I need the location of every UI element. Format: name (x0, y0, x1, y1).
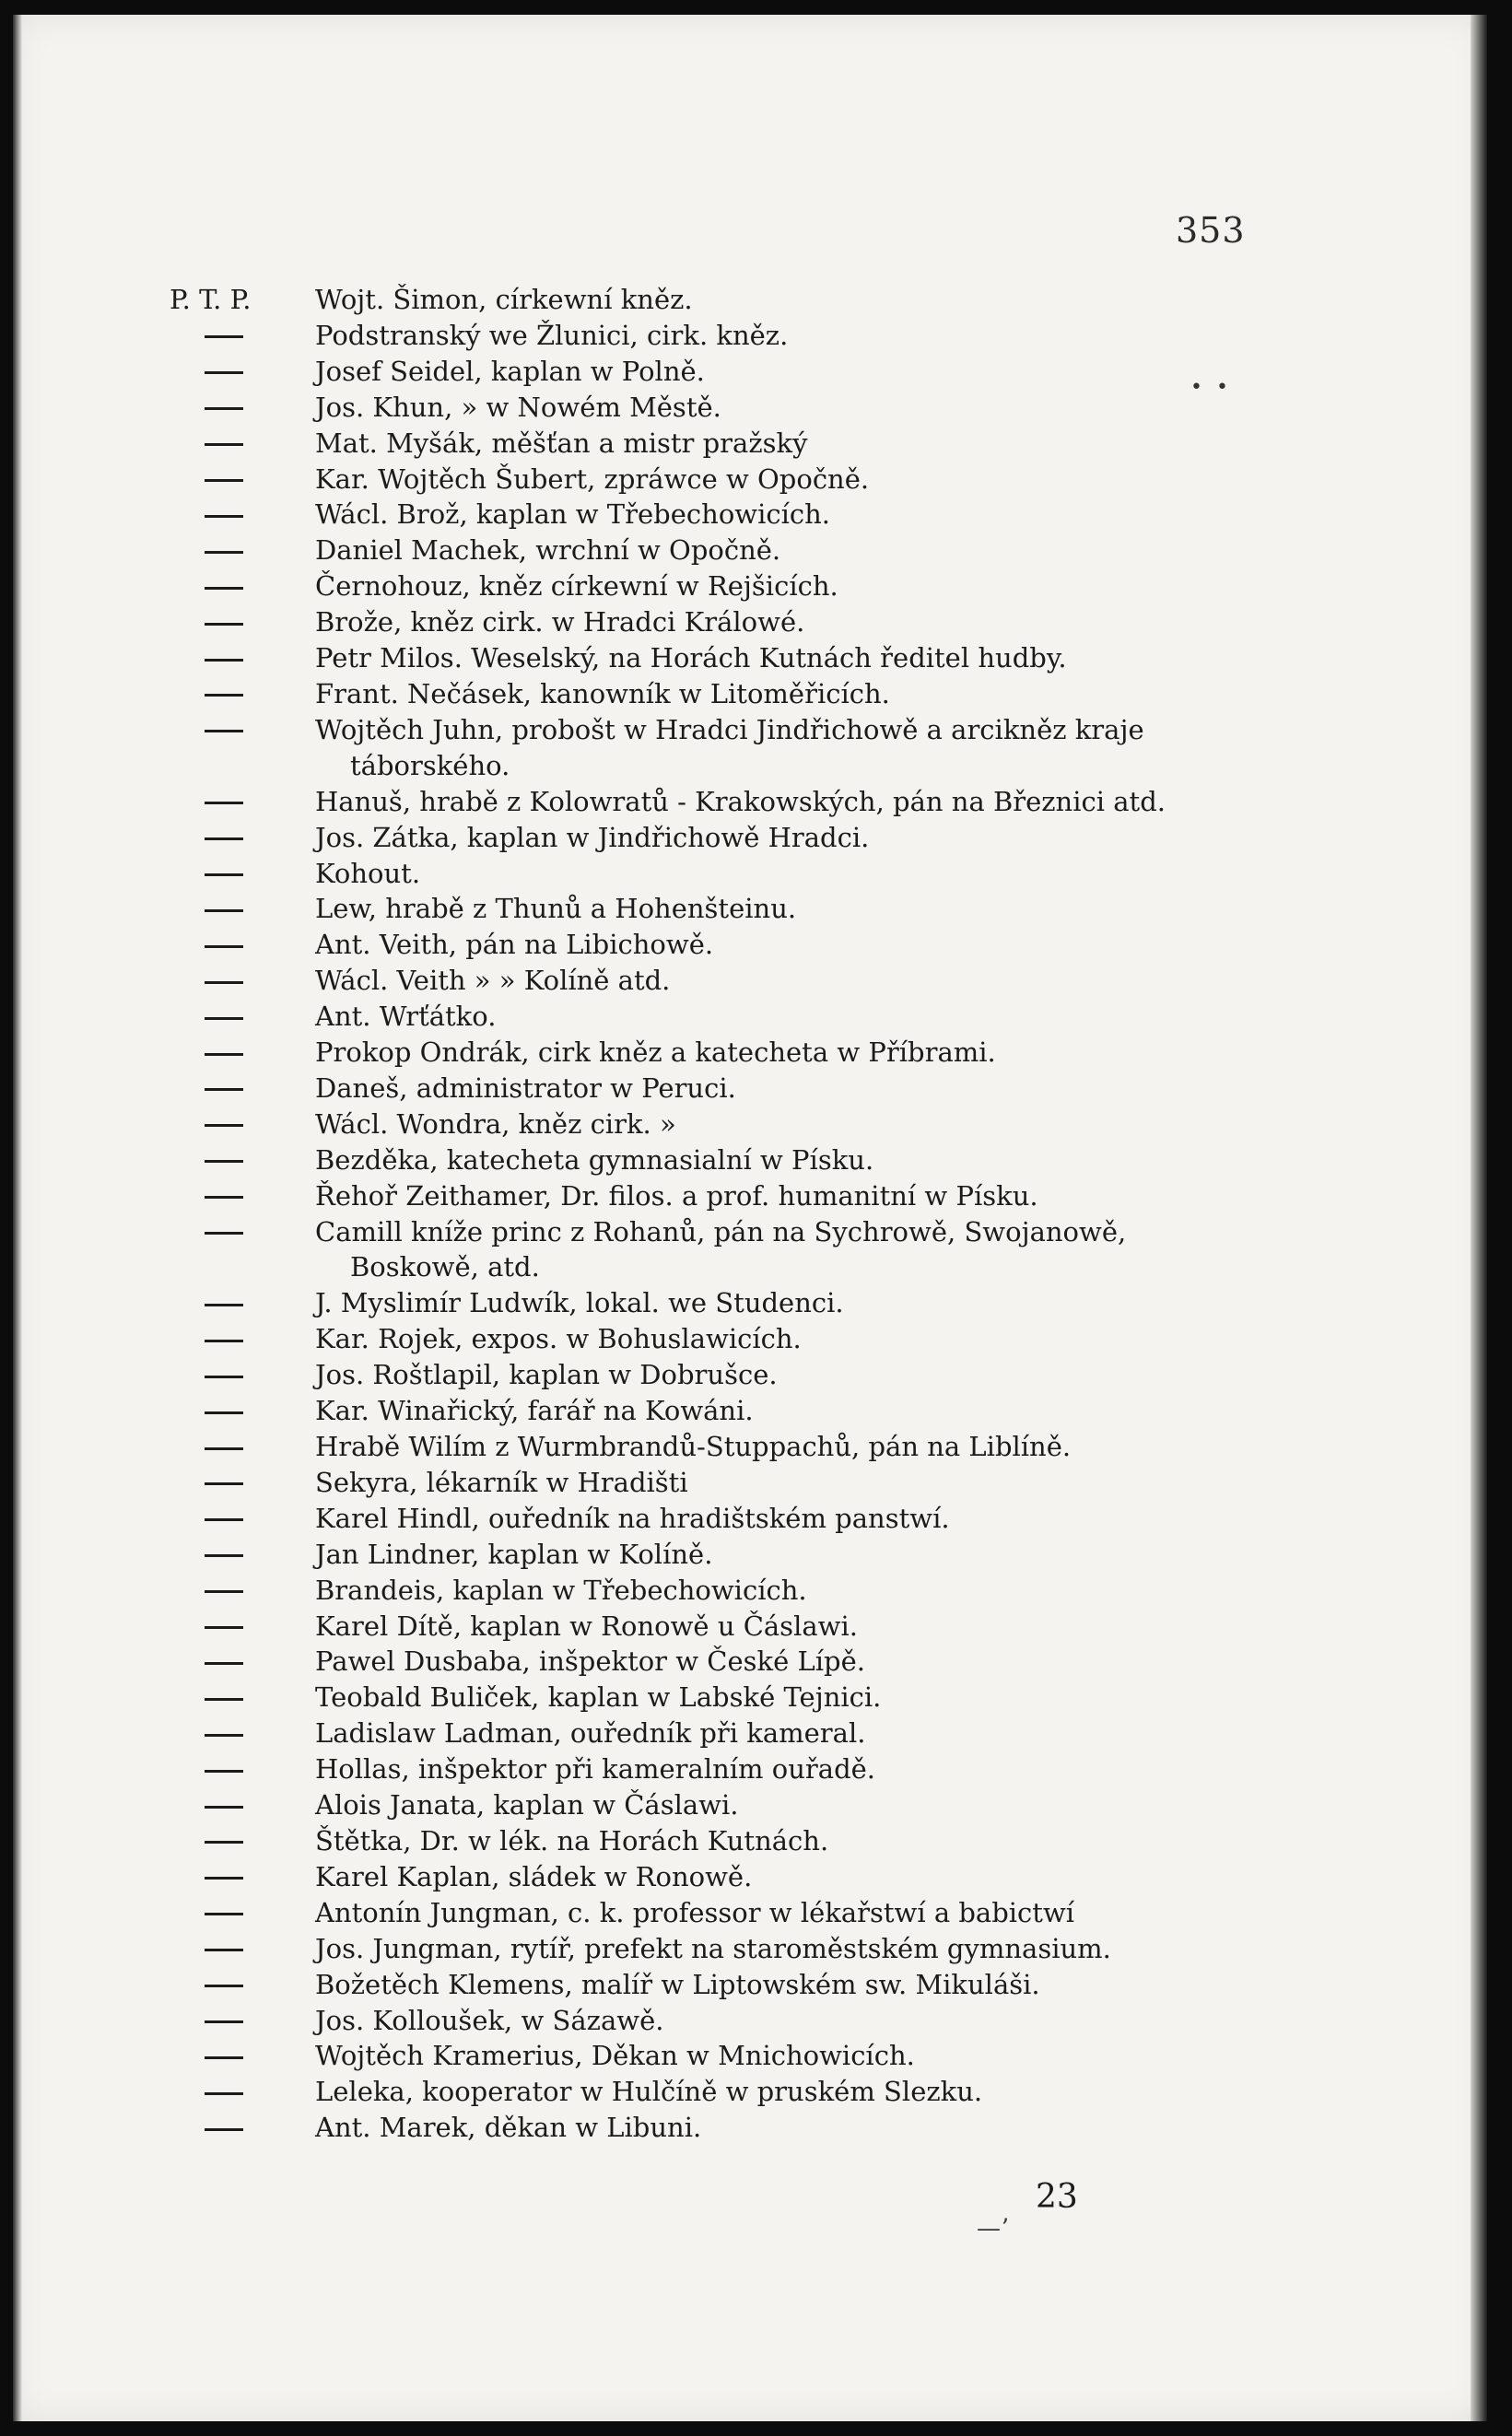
ditto-dash (170, 1931, 315, 1967)
entry-text (315, 784, 1303, 820)
entry-line: Camill kníže princ z Rohanů, pán na Sychrowě, Swojanowě, (315, 1215, 1127, 1247)
entry-line: Jos. Jungman, rytíř, prefekt na staroměstském gymnasium. (315, 1932, 1111, 1964)
entry-line: Karel Hindl, ouředník na hradištském panstwí. (315, 1502, 950, 1534)
dash-mark (205, 2128, 243, 2131)
dash-mark (205, 1877, 243, 1880)
entry-text (315, 568, 1303, 604)
entry-text (315, 963, 1303, 999)
list-item (170, 1429, 1303, 1465)
list-item (170, 1609, 1303, 1645)
dash-mark (205, 1554, 243, 1557)
list-item (170, 963, 1303, 999)
entry-line: Jos. Khun, » w Nowém Městě. (315, 391, 721, 423)
list-item (170, 604, 1303, 640)
ditto-dash (170, 1393, 315, 1429)
entry-line: Frant. Nečásek, kanowník w Litoměřicích. (315, 677, 890, 709)
entry-text (315, 1429, 1303, 1465)
ditto-dash (170, 1035, 315, 1071)
entry-line: Teobald Buliček, kaplan w Labské Tejnici. (315, 1681, 882, 1714)
list-item (170, 640, 1303, 676)
dash-mark (205, 1376, 243, 1378)
ditto-dash (170, 1178, 315, 1214)
list-item (170, 1787, 1303, 1823)
dash-mark (205, 694, 243, 697)
entry-text (315, 1967, 1303, 2003)
entry-text (315, 1609, 1303, 1645)
dash-mark (205, 551, 243, 554)
entry-line: Antonín Jungman, c. k. professor w lékařstwí a babictwí (315, 1896, 1075, 1928)
ditto-dash (170, 820, 315, 856)
entry-line: Kar. Rojek, expos. w Bohuslawicích. (315, 1323, 802, 1355)
dash-mark (205, 837, 243, 840)
list-item (170, 1859, 1303, 1895)
entry-line: Petr Milos. Weselský, na Horách Kutnách ředitel hudby. (315, 642, 1067, 674)
entry-line: Sekyra, lékarník w Hradišti (315, 1466, 688, 1498)
dash-mark (205, 1124, 243, 1127)
entry-line: Jos. Kolloušek, w Sázawě. (315, 2004, 664, 2036)
print-mark: • • (1190, 376, 1232, 399)
dash-mark (205, 2092, 243, 2095)
dash-mark (205, 1949, 243, 1951)
ditto-dash (170, 1357, 315, 1393)
entry-text (315, 2003, 1303, 2039)
entry-text (315, 1035, 1303, 1071)
dash-mark (205, 1017, 243, 1020)
entry-line: Pawel Dusbaba, inšpektor w České Lípě. (315, 1645, 865, 1678)
entry-line: Kohout. (315, 857, 421, 889)
list-item (170, 891, 1303, 927)
dash-mark (205, 1841, 243, 1844)
entry-text (315, 497, 1303, 533)
entry-continuation: táborského. (350, 749, 510, 781)
ditto-dash (170, 1107, 315, 1142)
list-item (170, 1931, 1303, 1967)
entry-text (315, 1680, 1303, 1716)
entry-line: Wojtěch Kramerius, Děkan w Mnichowicích. (315, 2040, 915, 2072)
entry-text (315, 640, 1303, 676)
ditto-dash (170, 927, 315, 963)
ditto-dash (170, 1716, 315, 1751)
entry-text (315, 1787, 1303, 1823)
ditto-dash (170, 2074, 315, 2110)
ditto-dash (170, 497, 315, 533)
ditto-dash (170, 1429, 315, 1465)
list-item (170, 1967, 1303, 2003)
list-item (170, 1465, 1303, 1501)
dash-mark (205, 909, 243, 912)
scanned-page (13, 15, 1487, 2421)
entry-line: Daniel Machek, wrchní w Opočně. (315, 534, 781, 567)
dash-mark (205, 1985, 243, 1987)
entry-text (315, 1107, 1303, 1142)
entry-text (315, 604, 1303, 640)
entry-continuation: Boskowě, atd. (350, 1251, 540, 1283)
dash-mark (205, 1626, 243, 1629)
ditto-dash (170, 1609, 315, 1645)
entry-line: Hrabě Wilím z Wurmbrandů-Stuppachů, pán na Liblíně. (315, 1431, 1072, 1462)
list-item (170, 1071, 1303, 1107)
ditto-dash (170, 533, 315, 568)
list-item (170, 1680, 1303, 1716)
entry-text (315, 712, 1303, 784)
entry-line: Wácl. Wondra, kněz cirk. » (315, 1107, 676, 1140)
entry-text (315, 1321, 1303, 1357)
list-item (170, 282, 1303, 318)
dash-mark (205, 1770, 243, 1773)
entry-line: Hollas, inšpektor při kameralním ouřadě. (315, 1753, 876, 1786)
entry-text (315, 2074, 1303, 2110)
ditto-dash (170, 963, 315, 999)
entry-line: Jos. Roštlapil, kaplan w Dobrušce. (315, 1359, 778, 1391)
ditto-dash (170, 2003, 315, 2039)
entry-text (315, 1214, 1303, 1286)
list-item (170, 497, 1303, 533)
dash-mark (205, 730, 243, 732)
entry-line: Daneš, administrator w Peruci. (315, 1072, 736, 1104)
entry-line: Hanuš, hrabě z Kolowratů - Krakowských, pán na Březnici atd. (315, 785, 1166, 817)
page-number: 353 (1176, 210, 1246, 251)
entry-line: Prokop Ondrák, cirk kněz a katecheta w Příbrami. (315, 1036, 996, 1069)
entry-line: Jos. Zátka, kaplan w Jindřichowě Hradci. (315, 821, 870, 853)
scan-edge-right (1471, 15, 1487, 2421)
dash-mark (205, 1913, 243, 1915)
list-item (170, 1895, 1303, 1931)
list-item (170, 2074, 1303, 2110)
entry-line: Božetěch Klemens, malíř w Liptowském sw. Mikuláši. (315, 1968, 1040, 2000)
list-item (170, 533, 1303, 568)
entry-line: Brandeis, kaplan w Třebechowicích. (315, 1574, 807, 1606)
list-item (170, 1285, 1303, 1321)
dash-mark (205, 623, 243, 626)
ditto-dash (170, 318, 315, 354)
list-item (170, 820, 1303, 856)
entry-text (315, 390, 1303, 426)
entry-text (315, 1501, 1303, 1537)
entry-text (315, 1895, 1303, 1931)
scan-edge-left (13, 15, 22, 2421)
list-item (170, 462, 1303, 498)
entry-text (315, 1931, 1303, 1967)
entry-text (315, 676, 1303, 712)
ditto-dash (170, 1787, 315, 1823)
dash-mark (205, 335, 243, 338)
dash-mark (205, 1088, 243, 1091)
list-item (170, 390, 1303, 426)
dash-mark (205, 802, 243, 804)
dash-mark (205, 1447, 243, 1450)
dash-mark (205, 1411, 243, 1414)
list-item (170, 1823, 1303, 1859)
dash-mark (205, 1806, 243, 1809)
ditto-dash (170, 640, 315, 676)
entry-text (315, 1644, 1303, 1680)
dash-mark (205, 407, 243, 410)
entry-line: Lew, hrabě z Thunů a Hohenšteinu. (315, 893, 797, 925)
entry-line: Štětka, Dr. w lék. na Horách Kutnách. (315, 1824, 829, 1856)
ditto-dash (170, 426, 315, 462)
ditto-dash (170, 1751, 315, 1787)
ditto-dash (170, 2110, 315, 2146)
entry-text (315, 1285, 1303, 1321)
dash-mark (205, 1160, 243, 1163)
ditto-dash (170, 1895, 315, 1931)
list-item (170, 1035, 1303, 1071)
ditto-dash (170, 568, 315, 604)
dash-mark (205, 1518, 243, 1521)
list-item (170, 784, 1303, 820)
dash-mark (205, 1340, 243, 1342)
entry-line: Leleka, kooperator w Hulčíně w pruském Slezku. (315, 2076, 983, 2108)
ditto-dash (170, 784, 315, 820)
entry-text (315, 999, 1303, 1035)
entry-text (315, 891, 1303, 927)
entry-line: Ant. Marek, děkan w Libuni. (315, 2112, 702, 2144)
ditto-dash (170, 462, 315, 498)
list-item (170, 1107, 1303, 1142)
entry-line: Podstranský we Žlunici, cirk. kněz. (315, 319, 789, 351)
list-item (170, 1142, 1303, 1178)
entry-line: Wojtěch Juhn, probošt w Hradci Jindřichowě a arcikněz kraje (315, 713, 1144, 745)
dash-mark (205, 443, 243, 446)
entry-line: J. Myslimír Ludwík, lokal. we Studenci. (315, 1287, 844, 1319)
ditto-dash (170, 1680, 315, 1716)
dash-mark (205, 371, 243, 374)
dash-mark (205, 1196, 243, 1199)
entry-line: Alois Janata, kaplan w Čáslawi. (315, 1789, 739, 1821)
ditto-dash (170, 354, 315, 390)
ditto-dash (170, 1285, 315, 1321)
list-item (170, 1751, 1303, 1787)
entry-text (315, 1142, 1303, 1178)
entry-line: Bezděka, katecheta gymnasialní w Písku. (315, 1143, 874, 1176)
ditto-dash (170, 999, 315, 1035)
entry-line: Ant. Wrťátko. (315, 1001, 497, 1033)
entry-text (315, 1751, 1303, 1787)
ditto-dash (170, 1859, 315, 1895)
entry-line: Ladislaw Ladman, ouředník při kameral. (315, 1717, 866, 1750)
entry-text (315, 856, 1303, 892)
list-item (170, 999, 1303, 1035)
dash-mark (205, 1590, 243, 1593)
entry-line: Jan Lindner, kaplan w Kolíně. (315, 1538, 713, 1570)
list-item (170, 1537, 1303, 1573)
entry-text (315, 1357, 1303, 1393)
dash-mark (205, 981, 243, 984)
entry-text (315, 927, 1303, 963)
dash-mark (205, 1232, 243, 1235)
list-item (170, 1716, 1303, 1751)
dash-mark (205, 1698, 243, 1701)
ditto-dash (170, 1537, 315, 1573)
entry-text (315, 1071, 1303, 1107)
list-item (170, 1393, 1303, 1429)
entry-line: Řehoř Zeithamer, Dr. filos. a prof. humanitní w Písku. (315, 1179, 1038, 1212)
entry-text (315, 1823, 1303, 1859)
dash-mark (205, 1734, 243, 1737)
list-item (170, 2110, 1303, 2146)
entry-text (315, 820, 1303, 856)
ditto-dash (170, 1644, 315, 1680)
list-item (170, 354, 1303, 390)
ditto-dash (170, 1214, 315, 1286)
ditto-dash (170, 712, 315, 784)
list-item (170, 856, 1303, 892)
entry-line: Karel Kaplan, sládek w Ronowě. (315, 1860, 753, 1892)
list-item (170, 712, 1303, 784)
entry-text (315, 1178, 1303, 1214)
list-item (170, 318, 1303, 354)
title-prefix: P. T. P. (170, 284, 252, 315)
ditto-dash (170, 1321, 315, 1357)
ditto-dash (170, 1823, 315, 1859)
dash-mark (205, 2056, 243, 2059)
ditto-dash (170, 1071, 315, 1107)
entry-line: Karel Dítě, kaplan w Ronowě u Čáslawi. (315, 1610, 858, 1642)
entry-line: Kar. Wojtěch Šubert, zpráwce w Opočně. (315, 463, 870, 495)
ditto-dash (170, 1967, 315, 2003)
list-item (170, 1321, 1303, 1357)
list-item (170, 1644, 1303, 1680)
entry-line: Brože, kněz cirk. w Hradci Králowé. (315, 606, 805, 638)
ditto-dash (170, 1465, 315, 1501)
list-item (170, 927, 1303, 963)
list-item (170, 1357, 1303, 1393)
ditto-dash (170, 1501, 315, 1537)
entry-line: Ant. Veith, pán na Libichowě. (315, 929, 714, 961)
entry-text (315, 462, 1303, 498)
dash-mark (205, 1304, 243, 1306)
entry-text (315, 1573, 1303, 1609)
entry-line: Wácl. Brož, kaplan w Třebechowicích. (315, 498, 831, 531)
entry-line: Kar. Winařický, farář na Kowáni. (315, 1395, 754, 1427)
entry-line: Wojt. Šimon, církewní kněz. (315, 284, 693, 315)
list-item (170, 2003, 1303, 2039)
print-mark-bottom: —ʼ (977, 2215, 1009, 2243)
entry-text (315, 282, 1303, 318)
list-item (170, 426, 1303, 462)
entry-text (315, 1537, 1303, 1573)
entry-text (315, 1859, 1303, 1895)
ditto-dash (170, 891, 315, 927)
list-item (170, 1214, 1303, 1286)
entry-text (315, 1465, 1303, 1501)
entry-text (315, 354, 1303, 390)
entry-text (315, 1716, 1303, 1751)
list-item (170, 568, 1303, 604)
entry-text (315, 318, 1303, 354)
dash-mark (205, 515, 243, 518)
list-item (170, 1501, 1303, 1537)
entry-text (315, 426, 1303, 462)
ditto-dash (170, 856, 315, 892)
dash-mark (205, 945, 243, 948)
dash-mark (205, 873, 243, 876)
dash-mark (205, 1662, 243, 1665)
list-item (170, 1178, 1303, 1214)
entry-line: Josef Seidel, kaplan w Polně. (315, 355, 705, 387)
dash-mark (205, 2020, 243, 2023)
entry-text (315, 533, 1303, 568)
dash-mark (205, 587, 243, 590)
dash-mark (205, 479, 243, 482)
entry-line: Černohouz, kněz církewní w Rejšicích. (315, 570, 838, 603)
dash-mark (205, 1482, 243, 1485)
ditto-dash (170, 676, 315, 712)
list-item (170, 1573, 1303, 1609)
subscriber-list (170, 282, 1303, 2146)
ditto-dash (170, 604, 315, 640)
ditto-dash (170, 1573, 315, 1609)
dash-mark (205, 659, 243, 662)
signature-mark: 23 (1036, 2178, 1078, 2216)
entry-text (315, 1393, 1303, 1429)
list-item (170, 676, 1303, 712)
dash-mark (205, 1053, 243, 1056)
list-item (170, 2038, 1303, 2074)
entry-text (315, 2038, 1303, 2074)
ditto-dash (170, 2038, 315, 2074)
entry-text (315, 2110, 1303, 2146)
entry-line: Mat. Myšák, měšťan a mistr pražský (315, 427, 808, 459)
ditto-dash (170, 1142, 315, 1178)
entry-line: Wácl. Veith » » Kolíně atd. (315, 965, 671, 997)
ditto-dash (170, 390, 315, 426)
